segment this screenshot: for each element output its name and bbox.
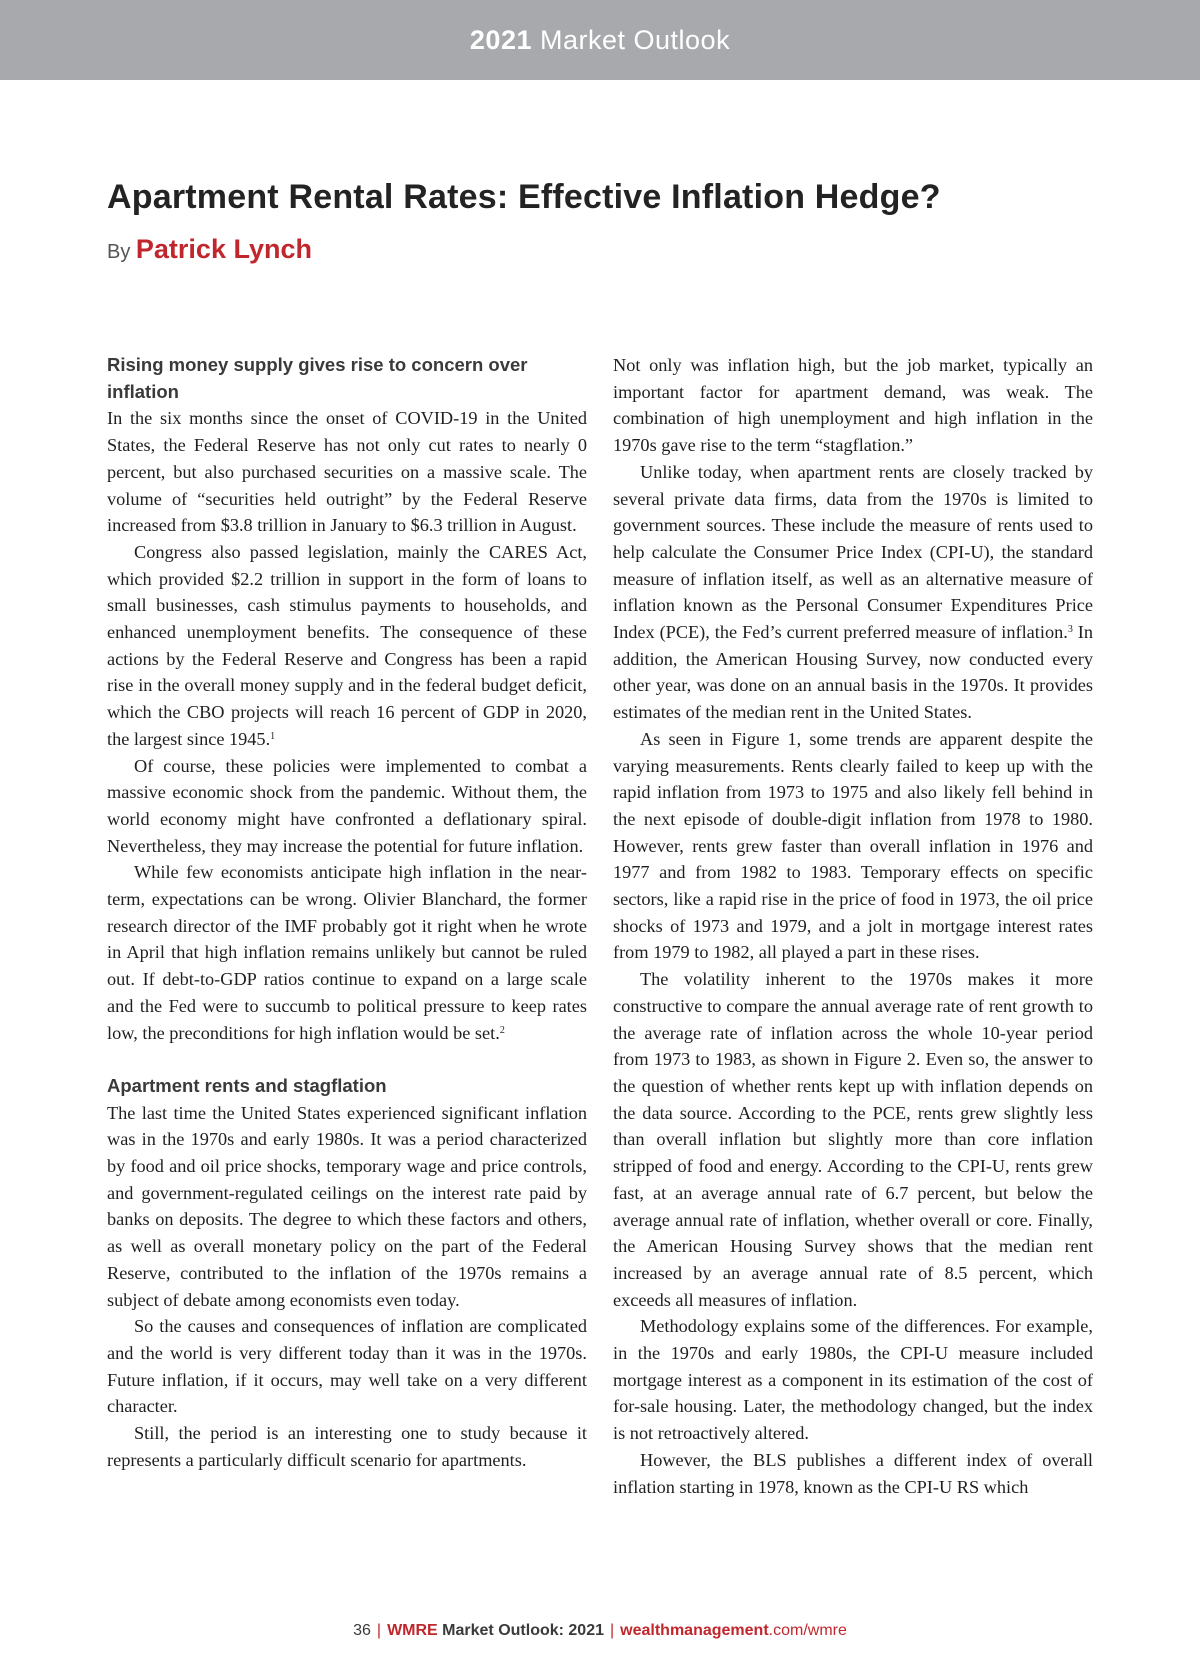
right-column: [613, 352, 1093, 1500]
footer-site-path: .com/wmre: [768, 1622, 847, 1639]
paragraph: [107, 539, 587, 753]
section-heading-money-supply: Rising money supply gives rise to concern over inflation: [107, 354, 528, 402]
paragraph: In the six months since the onset of COVID-19 in the United States, the Federal Reserve has not only cut rates to nearly 0 percent, but also purchased securities on a massive scale. The volume of “securities held outright” by the Federal Reserve increased from $3.8 trillion in January to $6.3 trillion in August.: [107, 408, 587, 536]
page-banner: [0, 0, 1200, 80]
footer-separator: |: [376, 1622, 382, 1639]
paragraph: [613, 459, 1093, 726]
footer-separator: |: [610, 1622, 615, 1639]
paragraph: The volatility inherent to the 1970s makes it more constructive to compare the annual average rate of rent growth to the average rate of inflation across the whole 10-year period from 1973 to 1983, as shown in Figure 2. Even so, the answer to the question of whether rents kept up with inflation depends on the data source. According to the PCE, rents grew slightly less than overall inflation but slightly more than core inflation stripped of food and energy. According to the CPI-U, rents grew fast, at an average annual rate of 6.7 percent, but below the average annual rate of inflation, whether overall or core. Finally, the American Housing Survey shows that the median rent increased by an average annual rate of 8.5 percent, which exceeds all measures of inflation.: [613, 969, 1093, 1310]
page-footer: [0, 1622, 1200, 1640]
paragraph-text: Unlike today, when apartment rents are closely tracked by several private data firms, data from the 1970s is limited to government sources. These include the measure of rents used to help calculate the Consumer Price Index (CPI-U), the standard measure of inflation itself, as well as an alternative measure of inflation known as the Personal Consumer Expenditures Price Index (PCE), the Fed’s current preferred measure of inflation.: [613, 461, 1093, 643]
author-name: Patrick Lynch: [135, 234, 312, 264]
paragraph-text: Congress also passed legislation, mainly the CARES Act, which provided $2.2 trillion in support in the form of loans to small businesses, cash stimulus payments to households, and enhanced unemployment benefits. The consequence of these actions by the Federal Reserve and Congress has been a rapid rise in the overall money supply and in the federal budget deficit, which the CBO projects will reach 16 percent of GDP in 2020, the largest since 1945.: [107, 541, 587, 749]
footer-site-name: wealthmanagement: [620, 1622, 769, 1639]
footnote-ref[interactable]: 1: [270, 730, 276, 742]
paragraph: So the causes and consequences of inflation are complicated and the world is very different today than it was in the 1970s. Future inflation, if it occurs, may well take on a very different character.: [107, 1316, 587, 1417]
footer-publication: Market Outlook: 2021: [442, 1622, 604, 1639]
banner-year: 2021: [469, 25, 532, 55]
paragraph-text: While few economists anticipate high inflation in the near-term, expectations can be wrong. Olivier Blanchard, the former research director of the IMF probably got it right when he wrote in April that high inflation remains unlikely but cannot be ruled out. If debt-to-GDP ratios continue to expand on a large scale and the Fed were to succumb to political pressure to keep rates low, the preconditions for high inflation would be set.: [107, 862, 587, 1043]
paragraph: However, the BLS publishes a different index of overall inflation starting in 1978, known as the CPI-U RS which: [613, 1449, 1093, 1497]
page-number: 36: [353, 1622, 371, 1639]
paragraph: [107, 859, 587, 1046]
byline-prefix: By: [107, 241, 131, 263]
left-column: [107, 352, 587, 1474]
section-heading-stagflation: Apartment rents and stagflation: [107, 1074, 387, 1096]
banner-label: Market Outlook: [540, 25, 731, 55]
paragraph: Of course, these policies were implemented to combat a massive economic shock from the pandemic. Without them, the world economy might have confronted a deflationary spiral. Nevertheless, they may increase the potential for future inflation.: [107, 755, 587, 856]
paragraph: The last time the United States experienced significant inflation was in the 1970s and early 1980s. It was a period characterized by food and oil price shocks, temporary wage and price controls, and government-regulated ceilings on the interest rate paid by banks on deposits. The degree to which these factors and others, as well as overall monetary policy on the part of the Federal Reserve, contributed to the inflation of the 1970s remains a subject of debate among economists even today.: [107, 1102, 587, 1310]
paragraph: Still, the period is an interesting one to study because it represents a particularly difficult scenario for apartments.: [107, 1423, 587, 1470]
paragraph-text: In addition, the American Housing Survey, now conducted every other year, was done on an annual basis in the 1970s. It provides estimates of the median rent in the United States.: [613, 622, 1093, 723]
footnote-ref[interactable]: 3: [1067, 624, 1073, 636]
paragraph: As seen in Figure 1, some trends are apparent despite the varying measurements. Rents clearly failed to keep up with the rapid inflation from 1973 to 1975 and also likely fell behind in the next episode of double-digit inflation from 1978 to 1980. However, rents grew faster than overall inflation in 1976 and 1977 and from 1982 to 1983. Temporary effects on specific sectors, like a rapid rise in the price of food in 1973, the oil price shocks of 1973 and 1979, and a jolt in mortgage interest rates from 1979 to 1982, all played a part in these rises.: [613, 728, 1093, 963]
footnote-ref[interactable]: 2: [499, 1024, 505, 1036]
footer-brand: WMRE: [387, 1622, 438, 1639]
paragraph: Methodology explains some of the differences. For example, in the 1970s and early 1980s, the CPI-U measure included mortgage interest as a component in its estimation of the cost of for-sale housing. Later, the methodology changed, but the index is not retroactively altered.: [613, 1316, 1093, 1444]
article-title: Apartment Rental Rates: Effective Inflation Hedge?: [107, 178, 941, 216]
footer-website-link[interactable]: [620, 1622, 847, 1639]
byline: [107, 234, 312, 265]
paragraph: Not only was inflation high, but the job market, typically an important factor for apartment demand, was weak. The combination of high unemployment and high inflation in the 1970s gave rise to the term “stagflation.”: [613, 355, 1093, 456]
